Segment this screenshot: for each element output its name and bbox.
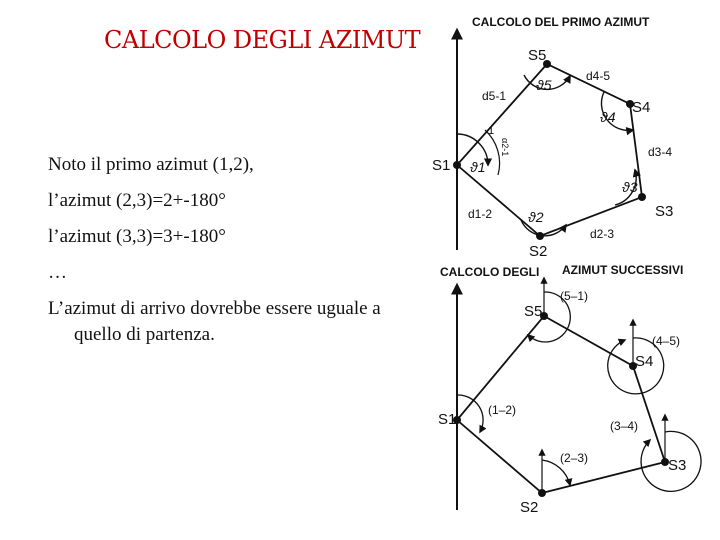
top-station-s3-dot bbox=[638, 193, 646, 201]
top-side-d23: d2-3 bbox=[590, 227, 615, 241]
top-station-s2: S2 bbox=[529, 243, 548, 260]
bottom-azimuth-label-12: (1–2) bbox=[488, 403, 517, 417]
traverse-diagram bbox=[410, 0, 720, 540]
top-angle-label-2: ϑ2 bbox=[528, 209, 544, 225]
bottom-station-s4: S4 bbox=[635, 353, 654, 370]
top-side-d51: d5-1 bbox=[482, 89, 507, 103]
bottom-caption-right: AZIMUT SUCCESSIVI bbox=[562, 263, 684, 277]
bottom-station-s1: S1 bbox=[438, 411, 457, 428]
bottom-azimuth-arc-12 bbox=[457, 395, 483, 432]
text-line-3: l’azimut (3,3)=3+-180° bbox=[48, 226, 226, 247]
top-side-d45: d4-5 bbox=[586, 69, 611, 83]
top-angle-label-5: ϑ5 bbox=[536, 77, 552, 93]
top-station-s1: S1 bbox=[432, 157, 451, 174]
bottom-caption-left: CALCOLO DEGLI bbox=[440, 265, 540, 279]
bottom-station-s2: S2 bbox=[520, 499, 539, 516]
top-station-s4: S4 bbox=[632, 99, 651, 116]
top-station-s1-dot bbox=[453, 161, 461, 169]
body-text bbox=[48, 152, 408, 358]
top-side-d12: d1-2 bbox=[468, 207, 493, 221]
bottom-azimuth-label-34: (3–4) bbox=[610, 419, 639, 433]
bottom-station-s3: S3 bbox=[668, 457, 687, 474]
text-line-4: … bbox=[48, 262, 67, 283]
bottom-azimuth-label-45: (4–5) bbox=[652, 334, 681, 348]
top-station-s5: S5 bbox=[528, 47, 547, 64]
bottom-azimuth-label-23: (2–3) bbox=[560, 451, 589, 465]
top-angle-label-3: ϑ3 bbox=[622, 179, 638, 195]
top-azimuth-label: α2-1 bbox=[500, 138, 510, 157]
top-station-s3: S3 bbox=[655, 203, 674, 220]
bottom-azimuth-label-51: (5–1) bbox=[560, 289, 589, 303]
top-north-label: 1 bbox=[488, 125, 495, 137]
bottom-station-s2-dot bbox=[538, 489, 546, 497]
text-line-6: quello di partenza. bbox=[74, 324, 215, 345]
text-line-1: Noto il primo azimut (1,2), bbox=[48, 154, 254, 175]
text-line-2: l’azimut (2,3)=2+-180° bbox=[48, 190, 226, 211]
top-caption: CALCOLO DEL PRIMO AZIMUT bbox=[472, 15, 650, 29]
text-line-5: L’azimut di arrivo dovrebbe essere uguale a bbox=[48, 298, 381, 319]
slide-title: CALCOLO DEGLI AZIMUT bbox=[104, 26, 421, 54]
top-side-d34: d3-4 bbox=[648, 145, 673, 159]
top-angle-label-1: ϑ1 bbox=[470, 159, 486, 175]
bottom-station-s5: S5 bbox=[524, 303, 543, 320]
top-angle-label-4: ϑ4 bbox=[600, 109, 616, 125]
